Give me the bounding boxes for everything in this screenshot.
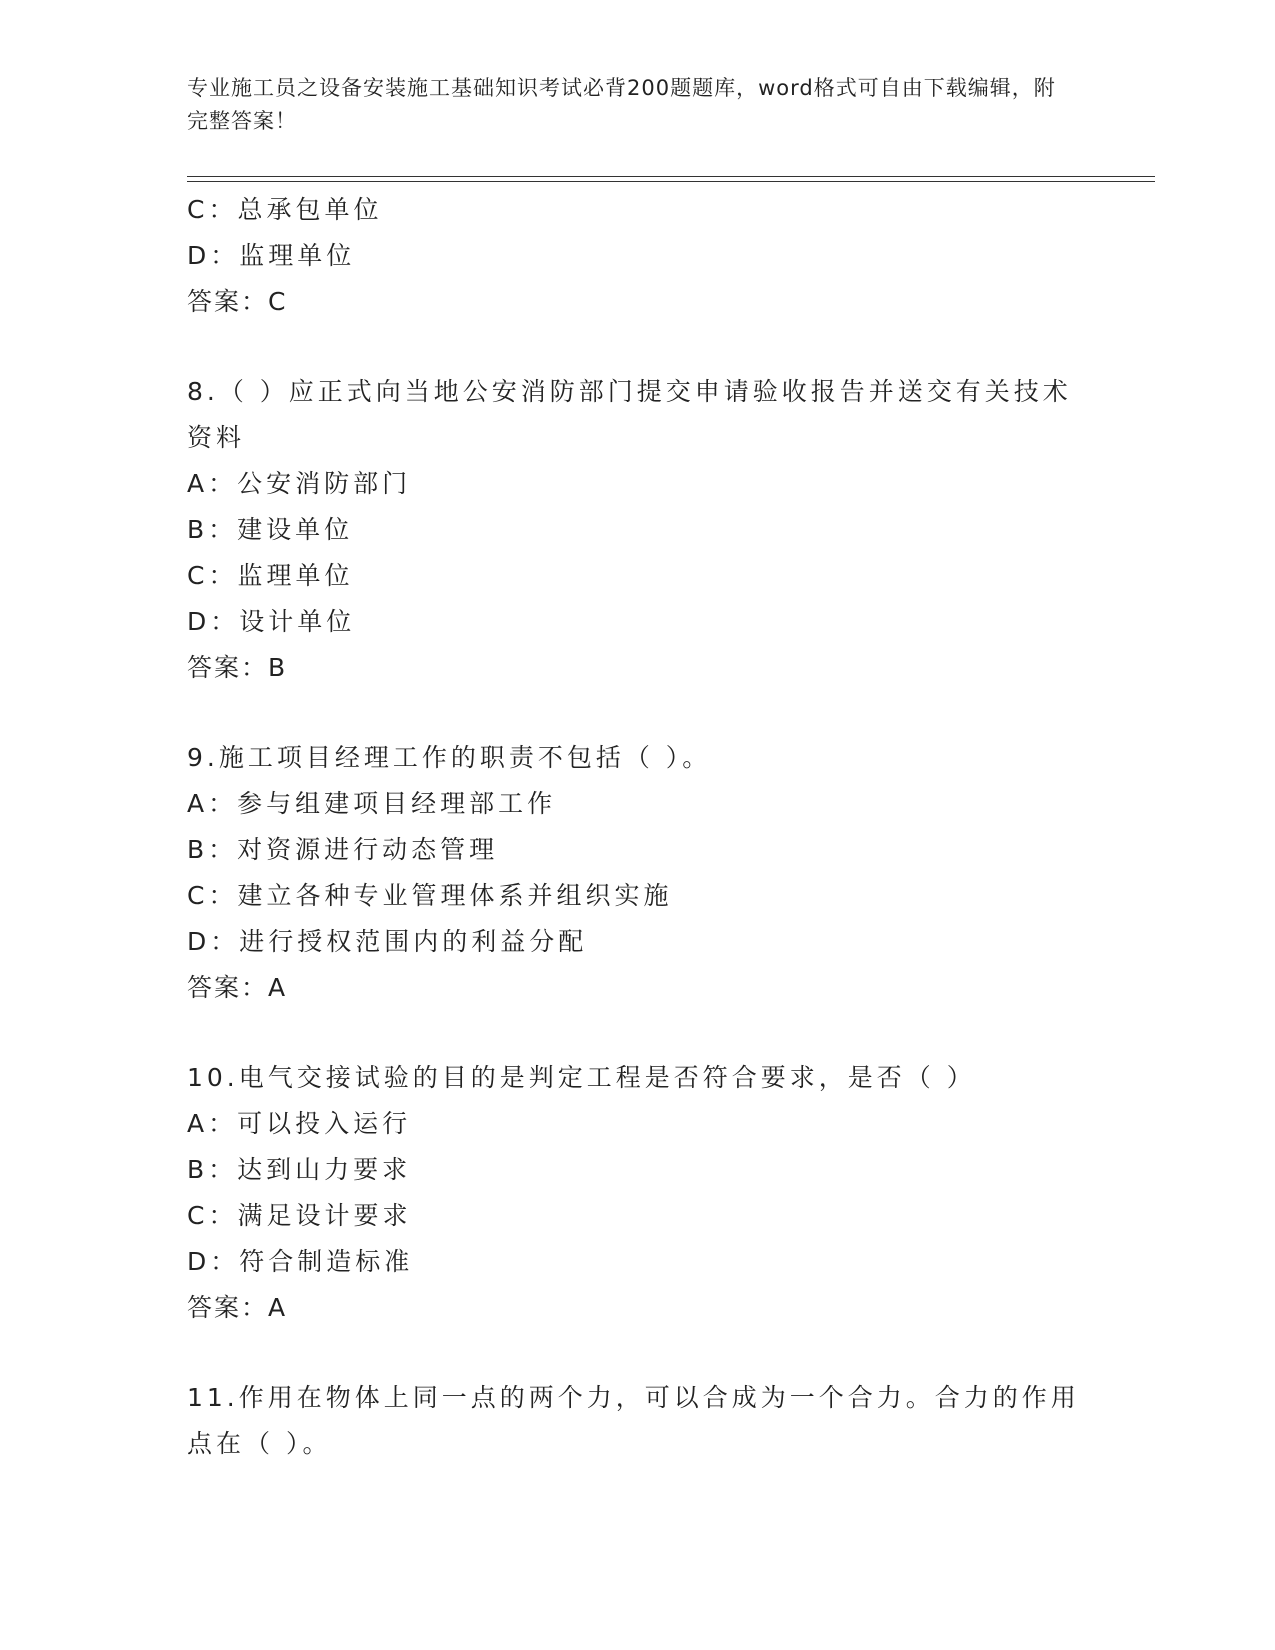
question-list	[187, 187, 1087, 1467]
document-header: 专业施工员之设备安装施工基础知识考试必背200题题库，word格式可自由下载编辑，附完整答案！	[187, 76, 1056, 133]
option-d: D：设计单位	[187, 607, 356, 636]
question-stem: 8.（ ）应正式向当地公安消防部门提交申请验收报告并送交有关技术资料	[187, 377, 1072, 452]
option-c: C：建立各种专业管理体系并组织实施	[187, 881, 673, 910]
question-7-continuation	[187, 187, 1087, 325]
question-10	[187, 1055, 1087, 1331]
option-a: A：可以投入运行	[187, 1109, 412, 1138]
option-d: D：进行授权范围内的利益分配	[187, 927, 588, 956]
header-divider-top	[187, 176, 1155, 177]
option-d: D：符合制造标准	[187, 1247, 414, 1276]
question-8	[187, 369, 1087, 691]
question-stem: 11.作用在物体上同一点的两个力，可以合成为一个合力。合力的作用点在（ ）。	[187, 1383, 1080, 1458]
option-b: B：建设单位	[187, 515, 354, 544]
question-stem: 9.施工项目经理工作的职责不包括（ ）。	[187, 743, 712, 772]
answer-line: 答案：A	[187, 973, 288, 1002]
answer-line: 答案：A	[187, 1293, 288, 1322]
question-9	[187, 735, 1087, 1011]
option-c: C：满足设计要求	[187, 1201, 412, 1230]
option-d: D：监理单位	[187, 241, 356, 270]
question-11	[187, 1375, 1087, 1467]
option-b: B：达到山力要求	[187, 1155, 412, 1184]
question-stem: 10.电气交接试验的目的是判定工程是否符合要求，是否（ ）	[187, 1063, 976, 1092]
option-c: C：总承包单位	[187, 195, 383, 224]
option-b: B：对资源进行动态管理	[187, 835, 499, 864]
header-divider-bottom	[187, 181, 1155, 182]
option-a: A：参与组建项目经理部工作	[187, 789, 557, 818]
answer-line: 答案：C	[187, 287, 288, 316]
option-c: C：监理单位	[187, 561, 354, 590]
option-a: A：公安消防部门	[187, 469, 412, 498]
answer-line: 答案：B	[187, 653, 288, 682]
